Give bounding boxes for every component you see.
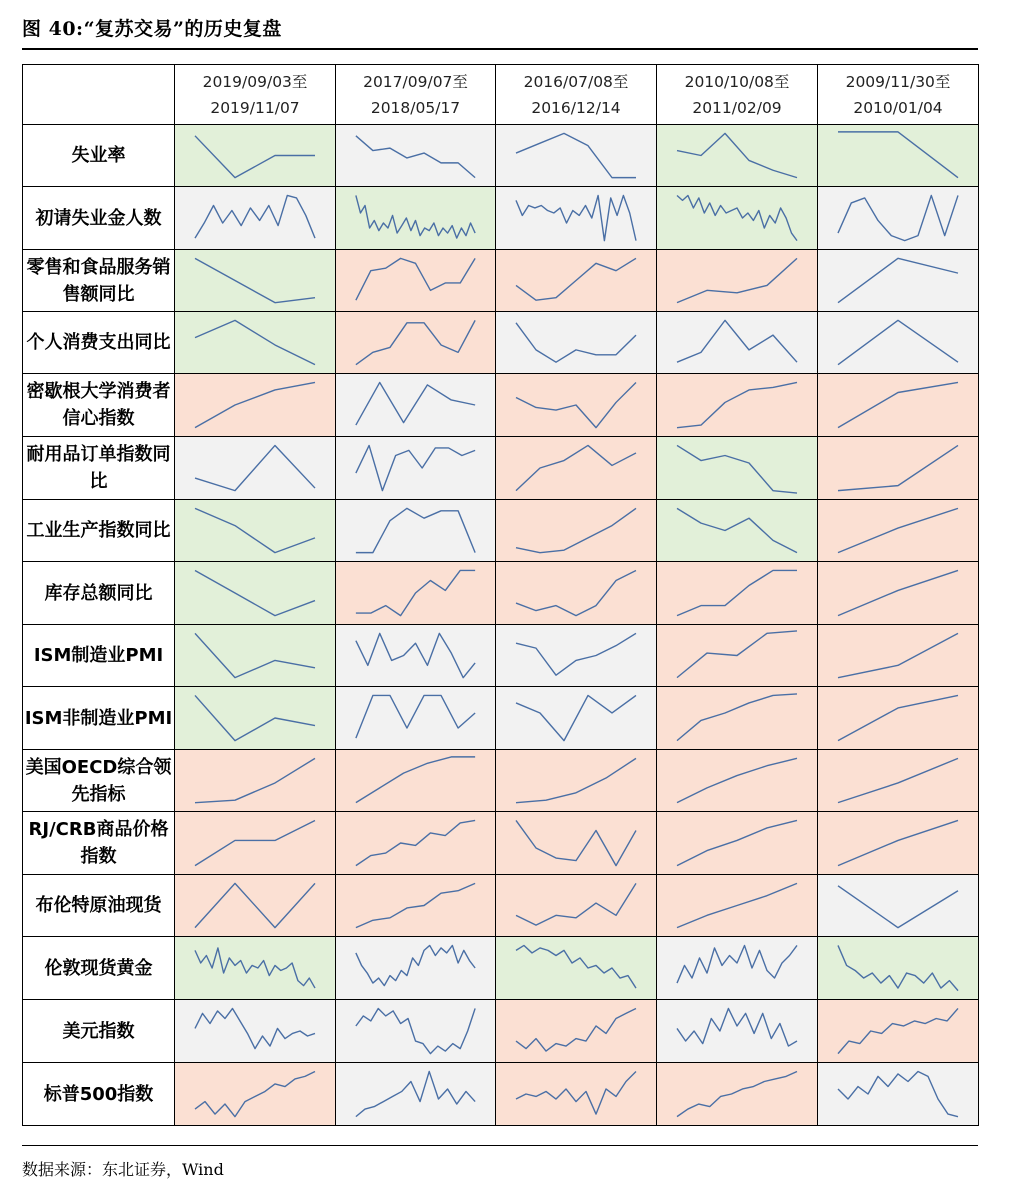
sparkline <box>657 625 817 686</box>
sparkline-series-line <box>195 570 315 615</box>
sparkline-cell <box>818 250 979 312</box>
sparkline-series-line <box>195 1008 315 1048</box>
sparkline-series-line <box>838 886 958 928</box>
sparkline-series-line <box>516 758 636 802</box>
sparkline <box>818 437 978 499</box>
sparkline-cell <box>657 312 818 374</box>
sparkline-cell <box>818 562 979 625</box>
sparkline-series-line <box>838 945 958 990</box>
sparkline <box>336 437 495 499</box>
sparkline-cell <box>818 187 979 250</box>
indicator-row <box>23 187 979 250</box>
sparkline-series-line <box>516 508 636 552</box>
sparkline-cell <box>818 437 979 500</box>
sparkline <box>336 1000 495 1062</box>
sparkline-cell <box>657 500 818 562</box>
sparkline-series-line <box>838 445 958 490</box>
indicator-row <box>23 374 979 437</box>
sparkline-cell <box>175 1063 336 1126</box>
sparkline <box>496 1063 656 1125</box>
sparkline-series-line <box>516 258 636 300</box>
sparkline-cell <box>496 812 657 875</box>
sparkline-series-line <box>356 757 475 803</box>
sparkline <box>496 500 656 561</box>
sparkline <box>496 750 656 811</box>
sparkline <box>336 374 495 436</box>
sparkline-cell <box>496 625 657 687</box>
column-header: 2009/11/30至 2010/01/04 <box>818 65 979 125</box>
sparkline-cell <box>657 1063 818 1126</box>
sparkline-cell <box>818 875 979 937</box>
sparkline <box>175 1063 335 1125</box>
indicator-row <box>23 125 979 187</box>
sparkline-cell <box>336 250 496 312</box>
sparkline-cell <box>336 937 496 1000</box>
sparkline-cell <box>496 312 657 374</box>
sparkline-series-line <box>516 323 636 362</box>
row-label: ISM非制造业PMI <box>23 687 175 750</box>
sparkline <box>336 687 495 749</box>
sparkline <box>818 312 978 373</box>
sparkline-series-line <box>516 445 636 490</box>
sparkline-cell <box>657 937 818 1000</box>
row-label: 失业率 <box>23 125 175 187</box>
sparkline-series-line <box>356 695 475 738</box>
sparkline-series-line <box>838 195 958 240</box>
sparkline-cell <box>818 1063 979 1126</box>
sparkline-cell <box>336 687 496 750</box>
sparkline-series-line <box>356 1008 475 1053</box>
sparkline <box>818 937 978 999</box>
sparkline <box>657 374 817 436</box>
sparkline <box>336 500 495 561</box>
sparkline <box>818 187 978 249</box>
sparkline-series-line <box>677 570 797 615</box>
sparkline <box>175 937 335 999</box>
sparkline <box>496 937 656 999</box>
sparkline-cell <box>175 687 336 750</box>
sparkline-series-line <box>838 320 958 364</box>
sparkline <box>175 750 335 811</box>
sparkline <box>496 812 656 874</box>
sparkline <box>657 500 817 561</box>
sparkline-series-line <box>356 195 475 238</box>
sparkline <box>818 250 978 311</box>
sparkline-series-line <box>838 820 958 865</box>
sparkline-series-line <box>838 695 958 740</box>
sparkline-cell <box>175 812 336 875</box>
sparkline-series-line <box>356 570 475 615</box>
sparkline-series-line <box>356 508 475 552</box>
sparkline-series-line <box>677 883 797 927</box>
indicator-row <box>23 812 979 875</box>
sparkline-cell <box>818 687 979 750</box>
sparkline-series-line <box>356 1071 475 1116</box>
sparkline <box>818 374 978 436</box>
sparkline-series-line <box>516 883 636 925</box>
history-table <box>22 64 979 1126</box>
sparkline-series-line <box>356 382 475 425</box>
sparkline-cell <box>657 687 818 750</box>
sparkline-series-line <box>356 445 475 490</box>
sparkline-series-line <box>195 633 315 677</box>
sparkline-cell <box>818 312 979 374</box>
sparkline-cell <box>496 374 657 437</box>
sparkline <box>175 312 335 373</box>
sparkline-series-line <box>195 258 315 302</box>
sparkline <box>175 187 335 249</box>
sparkline <box>336 937 495 999</box>
sparkline <box>496 625 656 686</box>
row-label: 标普500指数 <box>23 1063 175 1126</box>
sparkline <box>818 875 978 936</box>
sparkline <box>657 750 817 811</box>
sparkline-series-line <box>677 820 797 865</box>
sparkline-cell <box>175 750 336 812</box>
sparkline <box>657 562 817 624</box>
sparkline-series-line <box>838 1071 958 1116</box>
sparkline <box>175 812 335 874</box>
sparkline-cell <box>336 1000 496 1063</box>
sparkline-cell <box>336 125 496 187</box>
sparkline <box>175 687 335 749</box>
sparkline-series-line <box>516 820 636 865</box>
sparkline-series-line <box>195 695 315 740</box>
sparkline <box>496 875 656 936</box>
sparkline-cell <box>657 812 818 875</box>
sparkline <box>175 625 335 686</box>
sparkline-cell <box>818 374 979 437</box>
sparkline-cell <box>657 750 818 812</box>
sparkline <box>496 250 656 311</box>
sparkline-cell <box>657 187 818 250</box>
column-header: 2016/07/08至 2016/12/14 <box>496 65 657 125</box>
sparkline-cell <box>336 750 496 812</box>
sparkline <box>818 687 978 749</box>
sparkline <box>496 187 656 249</box>
sparkline <box>336 250 495 311</box>
sparkline-series-line <box>195 758 315 802</box>
sparkline-cell <box>175 500 336 562</box>
sparkline <box>496 312 656 373</box>
indicator-row <box>23 1063 979 1126</box>
sparkline-cell <box>657 875 818 937</box>
sparkline-cell <box>496 1063 657 1126</box>
sparkline <box>175 250 335 311</box>
sparkline-cell <box>175 875 336 937</box>
sparkline-series-line <box>677 445 797 493</box>
sparkline-series-line <box>516 133 636 177</box>
sparkline <box>657 937 817 999</box>
row-label: 个人消费支出同比 <box>23 312 175 374</box>
sparkline <box>496 125 656 186</box>
sparkline-series-line <box>356 258 475 300</box>
sparkline-series-line <box>195 382 315 427</box>
sparkline-series-line <box>838 570 958 615</box>
sparkline <box>657 250 817 311</box>
sparkline <box>657 687 817 749</box>
indicator-row <box>23 500 979 562</box>
sparkline-series-line <box>195 1071 315 1116</box>
sparkline-series-line <box>677 258 797 302</box>
row-label: 美国OECD综合领先指标 <box>23 750 175 812</box>
sparkline <box>175 374 335 436</box>
sparkline-series-line <box>195 948 315 988</box>
sparkline-cell <box>496 125 657 187</box>
sparkline <box>496 437 656 499</box>
sparkline-cell <box>175 250 336 312</box>
sparkline-cell <box>657 562 818 625</box>
indicator-row <box>23 562 979 625</box>
title-divider <box>22 48 978 50</box>
sparkline-series-line <box>516 945 636 988</box>
sparkline-cell <box>657 437 818 500</box>
sparkline-cell <box>496 562 657 625</box>
indicator-row <box>23 687 979 750</box>
sparkline-cell <box>818 812 979 875</box>
sparkline-series-line <box>677 382 797 427</box>
sparkline-series-line <box>838 382 958 427</box>
indicator-row <box>23 625 979 687</box>
row-label: 初请失业金人数 <box>23 187 175 250</box>
sparkline-series-line <box>677 1008 797 1046</box>
sparkline-cell <box>175 562 336 625</box>
sparkline <box>496 374 656 436</box>
sparkline-cell <box>818 625 979 687</box>
sparkline-cell <box>496 500 657 562</box>
sparkline-cell <box>818 1000 979 1063</box>
sparkline-cell <box>336 187 496 250</box>
sparkline <box>818 500 978 561</box>
sparkline <box>175 437 335 499</box>
sparkline <box>818 1063 978 1125</box>
sparkline <box>336 312 495 373</box>
indicator-row <box>23 1000 979 1063</box>
sparkline <box>818 1000 978 1062</box>
sparkline-series-line <box>838 758 958 802</box>
sparkline-cell <box>175 437 336 500</box>
sparkline-cell <box>336 812 496 875</box>
sparkline-cell <box>175 125 336 187</box>
sparkline-series-line <box>838 258 958 302</box>
sparkline-series-line <box>356 945 475 985</box>
sparkline-series-line <box>195 445 315 490</box>
corner-header <box>23 65 175 125</box>
sparkline-series-line <box>838 508 958 552</box>
sparkline-series-line <box>195 820 315 865</box>
sparkline-cell <box>336 437 496 500</box>
sparkline-cell <box>496 437 657 500</box>
sparkline-series-line <box>516 633 636 675</box>
sparkline-cell <box>496 875 657 937</box>
sparkline-cell <box>336 1063 496 1126</box>
sparkline <box>657 187 817 249</box>
indicator-row <box>23 437 979 500</box>
sparkline-series-line <box>516 570 636 615</box>
indicator-row <box>23 312 979 374</box>
column-header: 2019/09/03至 2019/11/07 <box>175 65 336 125</box>
sparkline <box>657 312 817 373</box>
sparkline <box>496 687 656 749</box>
sparkline-cell <box>496 687 657 750</box>
sparkline <box>818 750 978 811</box>
sparkline-series-line <box>677 694 797 741</box>
sparkline-series-line <box>195 508 315 552</box>
sparkline-series-line <box>516 382 636 427</box>
sparkline <box>336 812 495 874</box>
sparkline <box>336 1063 495 1125</box>
sparkline-series-line <box>356 136 475 178</box>
sparkline-cell <box>657 125 818 187</box>
sparkline <box>496 562 656 624</box>
sparkline <box>657 437 817 499</box>
sparkline-series-line <box>677 758 797 802</box>
column-header: 2010/10/08至 2011/02/09 <box>657 65 818 125</box>
sparkline-series-line <box>195 320 315 364</box>
row-label: 伦敦现货黄金 <box>23 937 175 1000</box>
sparkline-series-line <box>516 695 636 740</box>
sparkline-cell <box>657 1000 818 1063</box>
sparkline <box>175 500 335 561</box>
sparkline <box>657 1000 817 1062</box>
sparkline-cell <box>657 374 818 437</box>
sparkline <box>336 625 495 686</box>
sparkline-series-line <box>677 945 797 983</box>
sparkline-series-line <box>195 883 315 927</box>
row-label: ISM制造业PMI <box>23 625 175 687</box>
sparkline-cell <box>175 374 336 437</box>
sparkline <box>175 1000 335 1062</box>
sparkline-cell <box>336 562 496 625</box>
indicator-row <box>23 250 979 312</box>
sparkline-series-line <box>516 195 636 240</box>
sparkline <box>657 812 817 874</box>
sparkline-series-line <box>356 320 475 364</box>
row-label: 零售和食品服务销售额同比 <box>23 250 175 312</box>
sparkline-cell <box>657 625 818 687</box>
row-label: 耐用品订单指数同比 <box>23 437 175 500</box>
sparkline <box>657 125 817 186</box>
sparkline <box>818 812 978 874</box>
sparkline-cell <box>818 500 979 562</box>
row-label: 美元指数 <box>23 1000 175 1063</box>
sparkline-series-line <box>677 320 797 362</box>
sparkline-series-line <box>356 820 475 865</box>
sparkline <box>657 875 817 936</box>
row-label: 布伦特原油现货 <box>23 875 175 937</box>
sparkline-cell <box>175 625 336 687</box>
sparkline-cell <box>336 312 496 374</box>
sparkline <box>336 750 495 811</box>
sparkline-cell <box>175 187 336 250</box>
sparkline-series-line <box>356 633 475 677</box>
indicator-row <box>23 937 979 1000</box>
sparkline-series-line <box>195 195 315 238</box>
indicator-row <box>23 750 979 812</box>
sparkline <box>818 562 978 624</box>
sparkline-cell <box>818 937 979 1000</box>
sparkline-series-line <box>838 1008 958 1053</box>
row-label: RJ/CRB商品价格指数 <box>23 812 175 875</box>
sparkline-cell <box>496 937 657 1000</box>
sparkline-cell <box>657 250 818 312</box>
sparkline-cell <box>336 625 496 687</box>
sparkline <box>175 125 335 186</box>
sparkline <box>336 562 495 624</box>
sparkline-cell <box>175 937 336 1000</box>
sparkline-cell <box>336 374 496 437</box>
row-label: 工业生产指数同比 <box>23 500 175 562</box>
sparkline-cell <box>496 1000 657 1063</box>
sparkline-cell <box>496 250 657 312</box>
sparkline-cell <box>496 750 657 812</box>
column-header: 2017/09/07至 2018/05/17 <box>336 65 496 125</box>
sparkline <box>818 125 978 186</box>
row-label: 库存总额同比 <box>23 562 175 625</box>
indicator-row <box>23 875 979 937</box>
sparkline-series-line <box>516 1071 636 1114</box>
source-divider <box>22 1145 978 1146</box>
figure-title: 图 40:“复苏交易”的历史复盘 <box>22 18 282 40</box>
sparkline-series-line <box>838 633 958 677</box>
sparkline-cell <box>818 125 979 187</box>
sparkline <box>175 875 335 936</box>
sparkline-cell <box>818 750 979 812</box>
sparkline <box>496 1000 656 1062</box>
sparkline-cell <box>175 312 336 374</box>
sparkline <box>336 125 495 186</box>
sparkline-series-line <box>677 631 797 678</box>
sparkline <box>818 625 978 686</box>
sparkline <box>336 875 495 936</box>
sparkline-series-line <box>677 133 797 177</box>
sparkline-series-line <box>677 1071 797 1116</box>
sparkline-series-line <box>838 132 958 178</box>
sparkline-series-line <box>677 195 797 240</box>
sparkline-series-line <box>356 883 475 927</box>
sparkline <box>657 1063 817 1125</box>
row-label: 密歇根大学消费者信心指数 <box>23 374 175 437</box>
sparkline-cell <box>175 1000 336 1063</box>
sparkline-cell <box>336 500 496 562</box>
sparkline <box>336 187 495 249</box>
sparkline <box>175 562 335 624</box>
sparkline-cell <box>336 875 496 937</box>
sparkline-series-line <box>677 508 797 552</box>
sparkline-series-line <box>195 136 315 178</box>
source-note: 数据来源：东北证券，Wind <box>22 1160 224 1179</box>
sparkline-cell <box>496 187 657 250</box>
sparkline-series-line <box>516 1008 636 1051</box>
